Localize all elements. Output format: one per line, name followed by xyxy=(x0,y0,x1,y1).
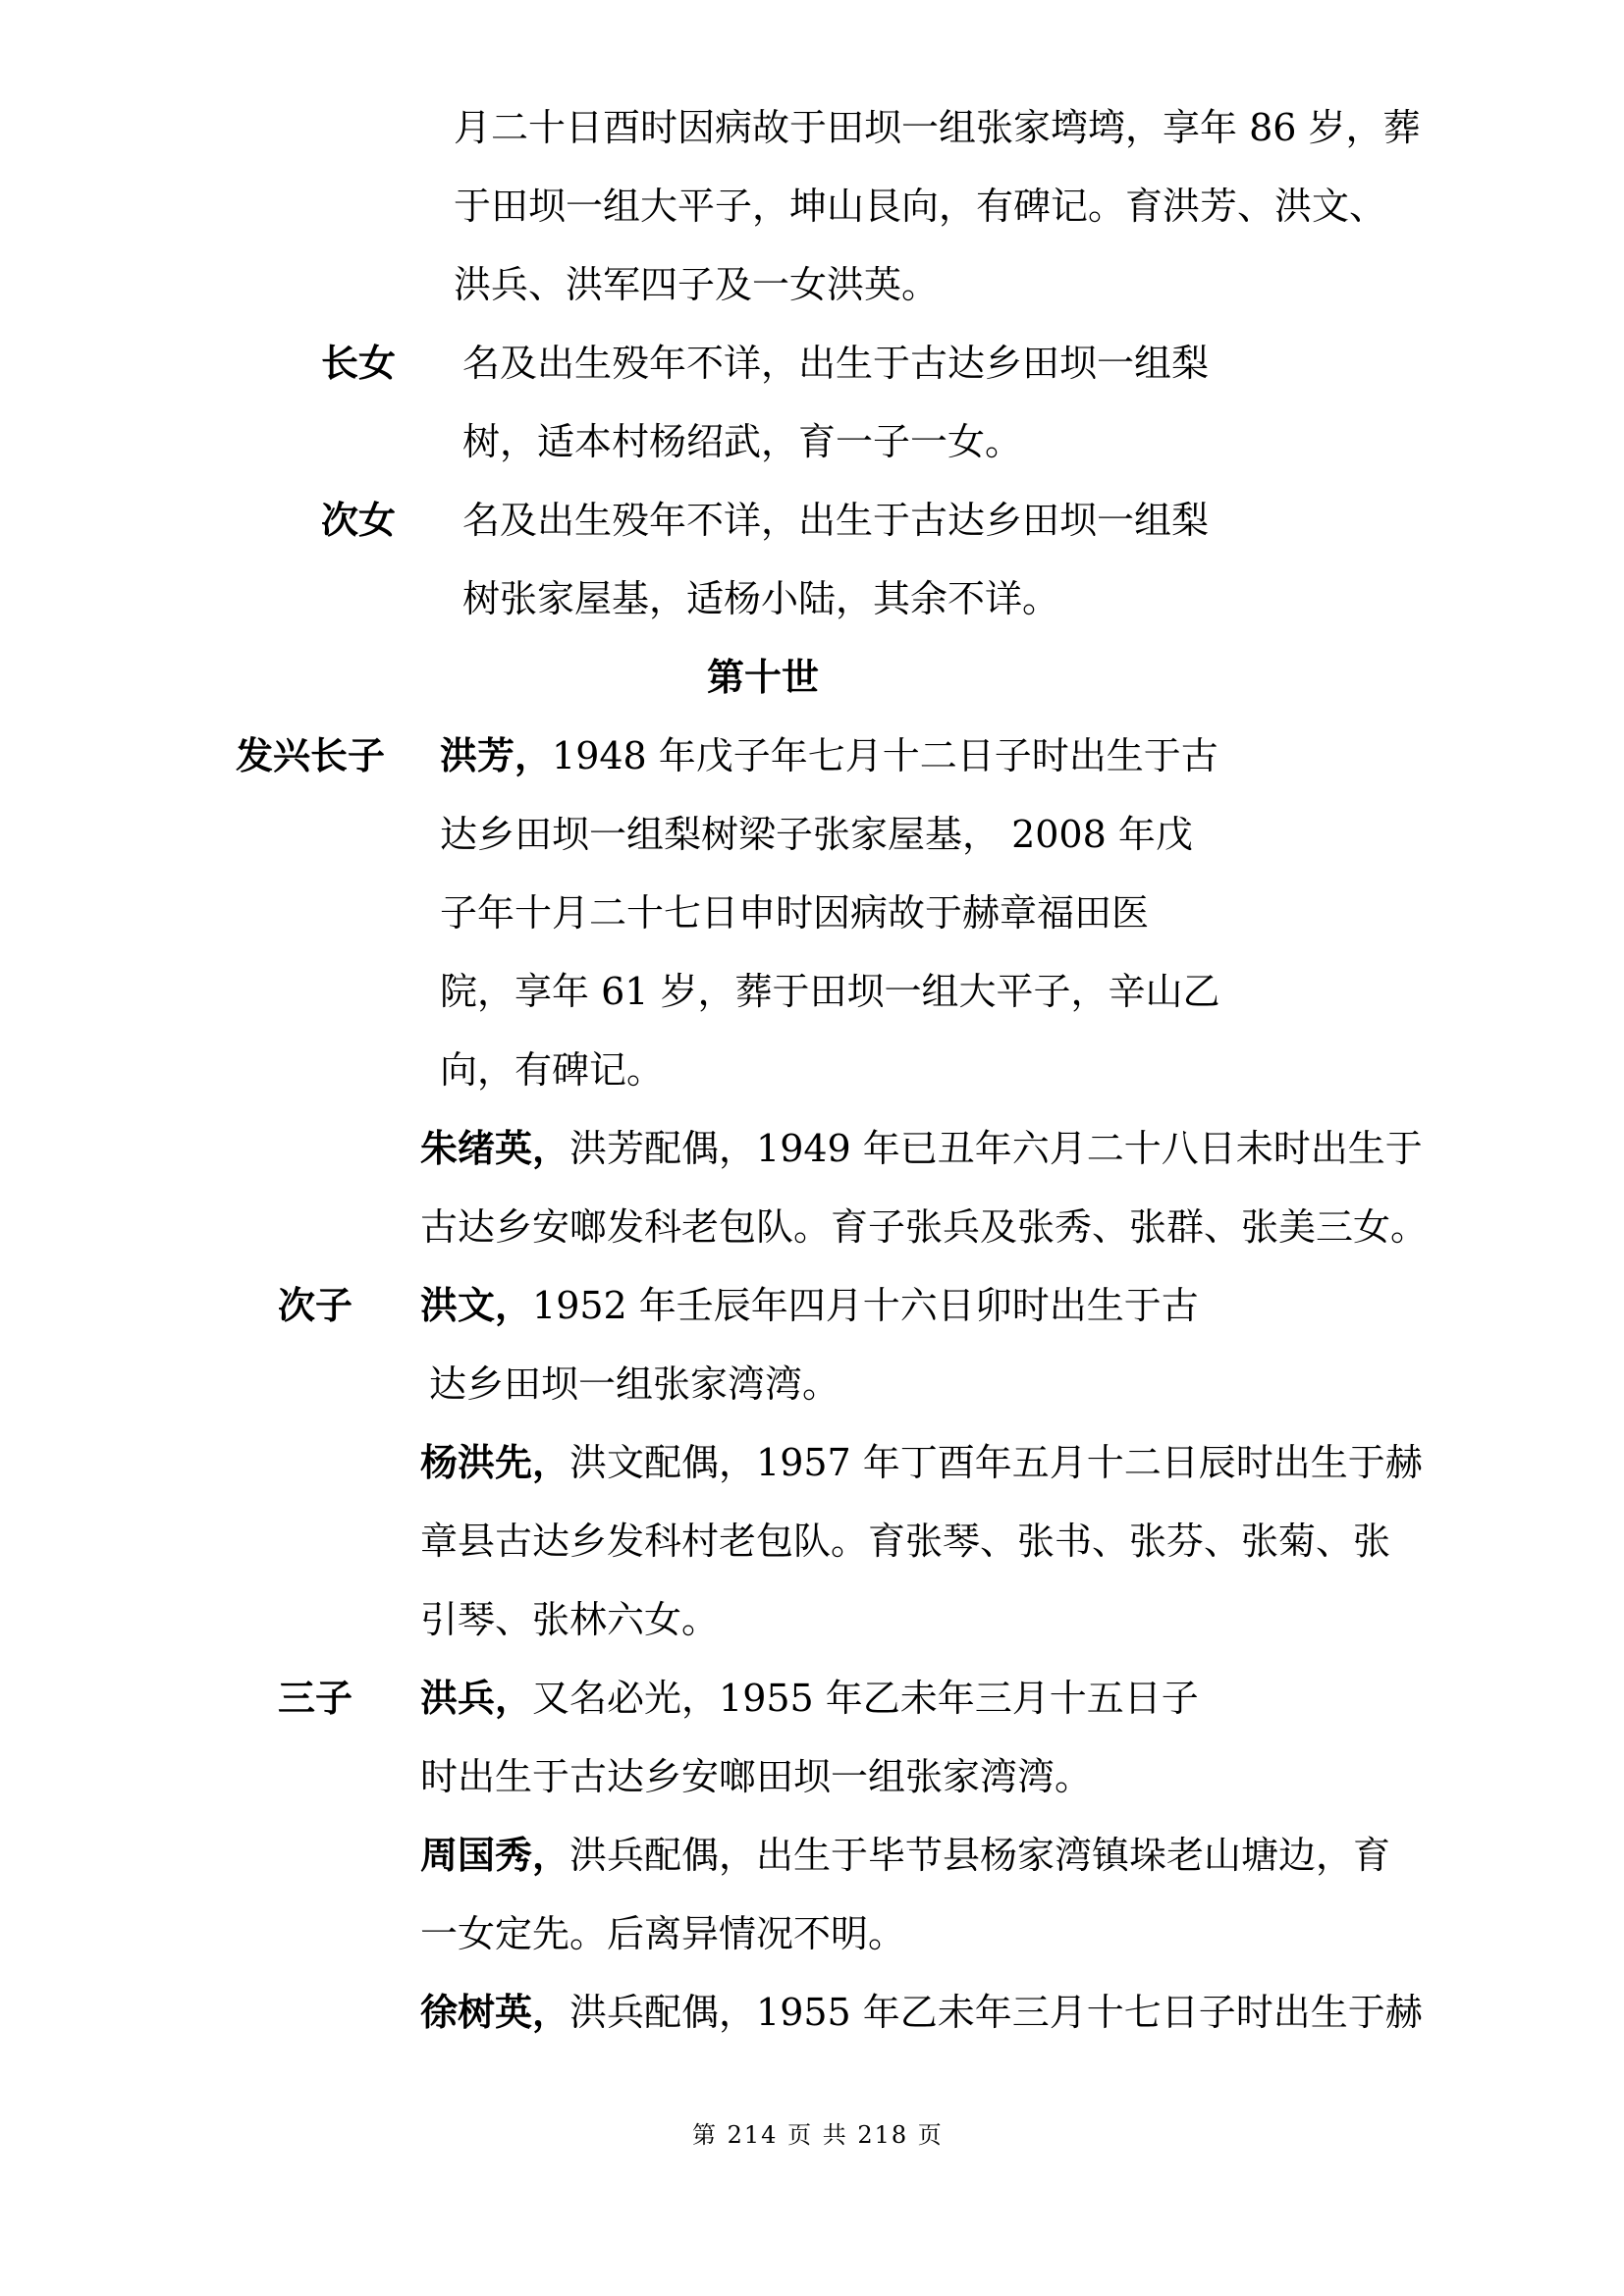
text-line: 树，适本村杨绍武，育一子一女。 xyxy=(462,420,1023,463)
text-line: 古达乡安啷发科老包队。育子张兵及张秀、张群、张美三女。 xyxy=(420,1205,1429,1249)
entry-yanghongxian xyxy=(420,1439,1423,1486)
person-name-zhuxuying: 朱绪英， xyxy=(420,1126,570,1170)
relation-label-fx-eldest-son: 发兴长子 xyxy=(236,733,386,777)
text-segment: 洪文配偶，1957 年丁酉年五月十二日辰时出生于赫 xyxy=(569,1441,1423,1484)
person-name-hongwen: 洪文， xyxy=(420,1283,533,1327)
person-name-hongfang: 洪芳， xyxy=(440,733,553,777)
text-line: 月二十日酉时因病故于田坝一组张家塆塆，享年 86 岁，葬 xyxy=(454,106,1421,149)
text-line: 向，有碑记。 xyxy=(440,1048,665,1092)
text-line: 一女定先。后离异情况不明。 xyxy=(420,1912,906,1955)
text-line: 院，享年 61 岁，葬于田坝一组大平子，辛山乙 xyxy=(440,970,1220,1013)
text-line: 名及出生殁年不详，出生于古达乡田坝一组梨 xyxy=(462,342,1210,385)
text-line: 达乡田坝一组梨树梁子张家屋基， 2008 年戊 xyxy=(440,813,1193,856)
entry-xushuying xyxy=(420,1989,1423,2036)
entry-zhouguoxiu xyxy=(420,1832,1390,1879)
text-line: 章县古达乡发科村老包队。育张琴、张书、张芬、张菊、张 xyxy=(420,1520,1391,1563)
relation-label-second-son: 次子 xyxy=(278,1283,353,1327)
person-name-zhouguoxiu: 周国秀， xyxy=(420,1833,570,1877)
relation-label-third-son: 三子 xyxy=(278,1676,353,1720)
relation-label-second-daughter: 次女 xyxy=(321,498,397,542)
text-line: 达乡田坝一组张家湾湾。 xyxy=(429,1362,840,1406)
text-line: 于田坝一组大平子，坤山艮向，有碑记。育洪芳、洪文、 xyxy=(454,185,1387,228)
relation-label-eldest-daughter: 长女 xyxy=(321,341,397,385)
entry-hongbing xyxy=(420,1675,1199,1722)
generation-heading: 第十世 xyxy=(707,655,820,699)
text-line: 名及出生殁年不详，出生于古达乡田坝一组梨 xyxy=(462,499,1210,542)
entry-hongfang xyxy=(440,732,1218,779)
person-name-hongbing: 洪兵， xyxy=(420,1676,533,1720)
text-segment: 又名必光，1955 年乙未年三月十五日子 xyxy=(532,1677,1199,1720)
person-name-yanghongxian: 杨洪先， xyxy=(420,1440,570,1484)
text-line: 树张家屋基，适杨小陆，其余不详。 xyxy=(462,577,1060,620)
text-line: 时出生于古达乡安啷田坝一组张家湾湾。 xyxy=(420,1755,1093,1798)
text-line: 引琴、张林六女。 xyxy=(420,1598,720,1641)
text-line: 子年十月二十七日申时因病故于赫章福田医 xyxy=(440,891,1150,934)
entry-hongwen xyxy=(420,1282,1199,1329)
person-name-xushuying: 徐树英， xyxy=(420,1990,570,2034)
text-segment: 洪兵配偶，1955 年乙未年三月十七日子时出生于赫 xyxy=(569,1991,1423,2034)
page-number-footer: 第 214 页 共 218 页 xyxy=(692,2121,944,2149)
text-segment: 1948 年戊子年七月十二日子时出生于古 xyxy=(552,734,1218,777)
text-segment: 1952 年壬辰年四月十六日卯时出生于古 xyxy=(532,1284,1199,1327)
text-segment: 洪兵配偶，出生于毕节县杨家湾镇垛老山塘边，育 xyxy=(569,1834,1391,1877)
entry-zhuxuying xyxy=(420,1125,1423,1172)
text-segment: 洪芳配偶，1949 年已丑年六月二十八日未时出生于 xyxy=(569,1127,1423,1170)
text-line: 洪兵、洪军四子及一女洪英。 xyxy=(454,263,940,306)
